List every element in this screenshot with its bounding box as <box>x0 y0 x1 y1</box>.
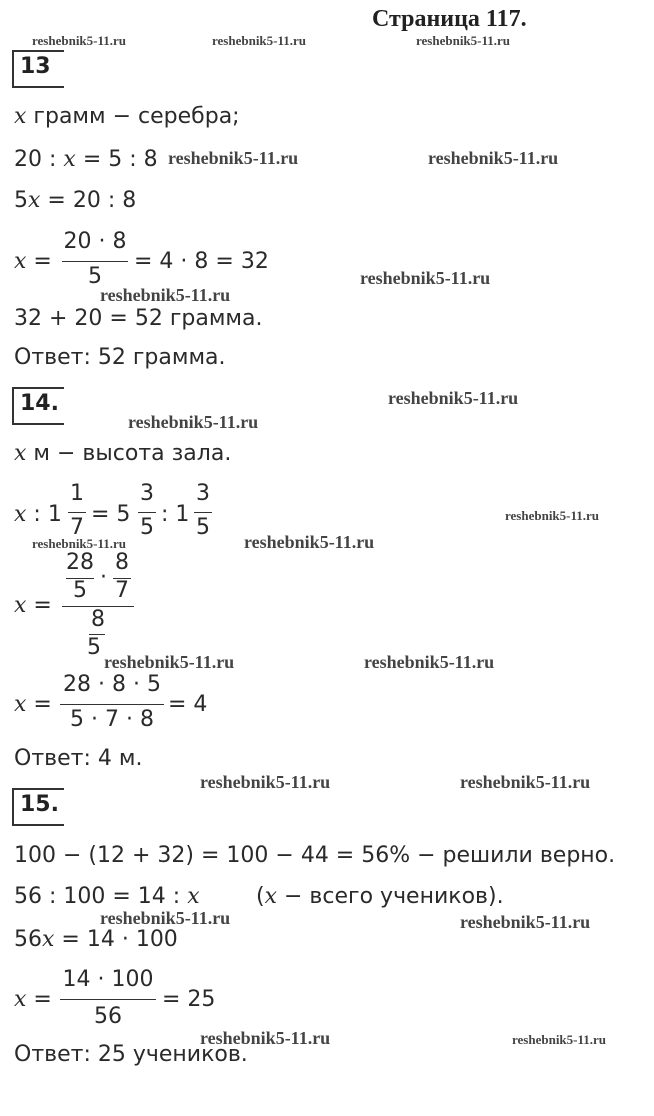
task14-line2-a <box>14 502 62 528</box>
task-number: 14. <box>20 391 59 416</box>
text: = 5 <box>91 502 131 527</box>
watermark: reshebnik5-11.ru <box>244 532 375 552</box>
task14-line1 <box>14 441 231 467</box>
text: 56 : 100 = 14 : <box>14 884 188 909</box>
text: 20 : <box>14 147 64 172</box>
watermark: reshebnik5-11.ru <box>104 652 235 672</box>
text: = <box>26 593 52 618</box>
fraction-bar <box>194 512 212 513</box>
task-number: 15. <box>20 792 59 817</box>
text: = 5 : 8 <box>75 147 158 172</box>
fraction-denominator: 5 <box>88 264 102 289</box>
variable-x: x <box>14 104 27 129</box>
task15-line1: 100 − (12 + 32) = 100 − 44 = 56% − решили верно. <box>14 843 616 868</box>
watermark: reshebnik5-11.ru <box>460 772 591 792</box>
watermark: reshebnik5-11.ru <box>388 388 519 408</box>
fraction-denominator: 7 <box>115 578 129 603</box>
watermark: reshebnik5-11.ru <box>428 148 559 168</box>
variable-x: x <box>187 884 200 909</box>
watermark: reshebnik5-11.ru <box>168 148 299 168</box>
fraction-numerator: 14 · 100 <box>62 967 154 992</box>
fraction-numerator: 8 <box>91 607 105 632</box>
fraction-numerator: 1 <box>70 481 84 506</box>
watermark: reshebnik5-11.ru <box>505 508 600 523</box>
task15-answer: Ответ: 25 учеников. <box>14 1042 248 1067</box>
task15-line3 <box>14 927 178 953</box>
watermark: reshebnik5-11.ru <box>360 268 491 288</box>
text: = <box>26 987 52 1012</box>
watermark: reshebnik5-11.ru <box>212 33 307 48</box>
variable-x: x <box>14 692 27 717</box>
fraction-denominator: 5 · 7 · 8 <box>70 707 154 732</box>
fraction-bar <box>60 999 156 1000</box>
task15-line2 <box>14 884 200 910</box>
task13-line2 <box>14 147 158 173</box>
variable-x: x <box>14 593 27 618</box>
task13-line4-lhs <box>14 249 52 275</box>
watermark: reshebnik5-11.ru <box>200 1028 331 1048</box>
text: 5 <box>14 188 28 213</box>
text: грамм − серебра; <box>26 104 240 129</box>
task-number: 13 <box>20 54 51 79</box>
task15-line2-note <box>256 884 504 910</box>
text: · <box>100 565 107 590</box>
text: ( <box>256 884 265 909</box>
task-number-box <box>12 788 64 826</box>
task14-line3-lhs <box>14 593 52 619</box>
text: 56 <box>14 927 42 952</box>
fraction-bar <box>60 704 164 705</box>
watermark: reshebnik5-11.ru <box>200 772 331 792</box>
watermark: reshebnik5-11.ru <box>364 652 495 672</box>
fraction-numerator: 28 · 8 · 5 <box>63 672 161 697</box>
task13-line3 <box>14 188 136 214</box>
text: = 25 <box>162 987 216 1012</box>
fraction-denominator: 5 <box>73 578 87 603</box>
text: = <box>26 692 52 717</box>
variable-x: x <box>28 188 41 213</box>
text: = 20 : 8 <box>40 188 137 213</box>
watermark: reshebnik5-11.ru <box>100 285 231 305</box>
fraction-numerator: 20 · 8 <box>63 229 127 254</box>
text: м − высота зала. <box>26 441 232 466</box>
text: : 1 <box>161 502 190 527</box>
fraction-bar <box>62 261 128 262</box>
fraction-numerator: 28 <box>66 550 94 575</box>
watermark: reshebnik5-11.ru <box>128 412 259 432</box>
task13-line1 <box>14 104 240 130</box>
variable-x: x <box>264 884 278 909</box>
fraction-numerator: 3 <box>196 481 210 506</box>
text: = 4 <box>168 692 208 717</box>
variable-x: x <box>14 441 27 466</box>
fraction-numerator: 3 <box>140 481 154 506</box>
task14-answer: Ответ: 4 м. <box>14 746 143 771</box>
watermark: reshebnik5-11.ru <box>32 536 127 551</box>
variable-x: x <box>42 927 55 952</box>
watermark: reshebnik5-11.ru <box>416 33 511 48</box>
watermark: reshebnik5-11.ru <box>460 912 591 932</box>
watermark: reshebnik5-11.ru <box>512 1032 607 1047</box>
fraction-denominator: 5 <box>196 515 210 540</box>
fraction-denominator: 5 <box>140 515 154 540</box>
task15-line4-lhs <box>14 987 52 1013</box>
task-number-box <box>12 50 64 88</box>
text: − всего учеников). <box>277 884 504 909</box>
text: = <box>26 249 52 274</box>
fraction-denominator: 56 <box>94 1004 122 1029</box>
variable-x: x <box>14 502 27 527</box>
variable-x: x <box>63 147 76 172</box>
task-number-box <box>12 387 64 425</box>
task13-line5: 32 + 20 = 52 грамма. <box>14 306 263 331</box>
text: : 1 <box>26 502 62 527</box>
text: = 14 · 100 <box>54 927 178 952</box>
fraction-denominator: 7 <box>70 515 84 540</box>
fraction-bar <box>68 512 86 513</box>
fraction-numerator: 8 <box>115 550 129 575</box>
task13-answer: Ответ: 52 грамма. <box>14 345 226 370</box>
variable-x: x <box>14 987 27 1012</box>
text: = 4 · 8 = 32 <box>134 249 269 274</box>
fraction-bar <box>138 512 156 513</box>
page-title: Страница 117. <box>372 6 527 32</box>
task14-line4-lhs <box>14 692 52 718</box>
variable-x: x <box>14 249 27 274</box>
fraction-denominator: 5 <box>87 635 101 660</box>
watermark: reshebnik5-11.ru <box>32 33 127 48</box>
watermark: reshebnik5-11.ru <box>100 908 231 928</box>
